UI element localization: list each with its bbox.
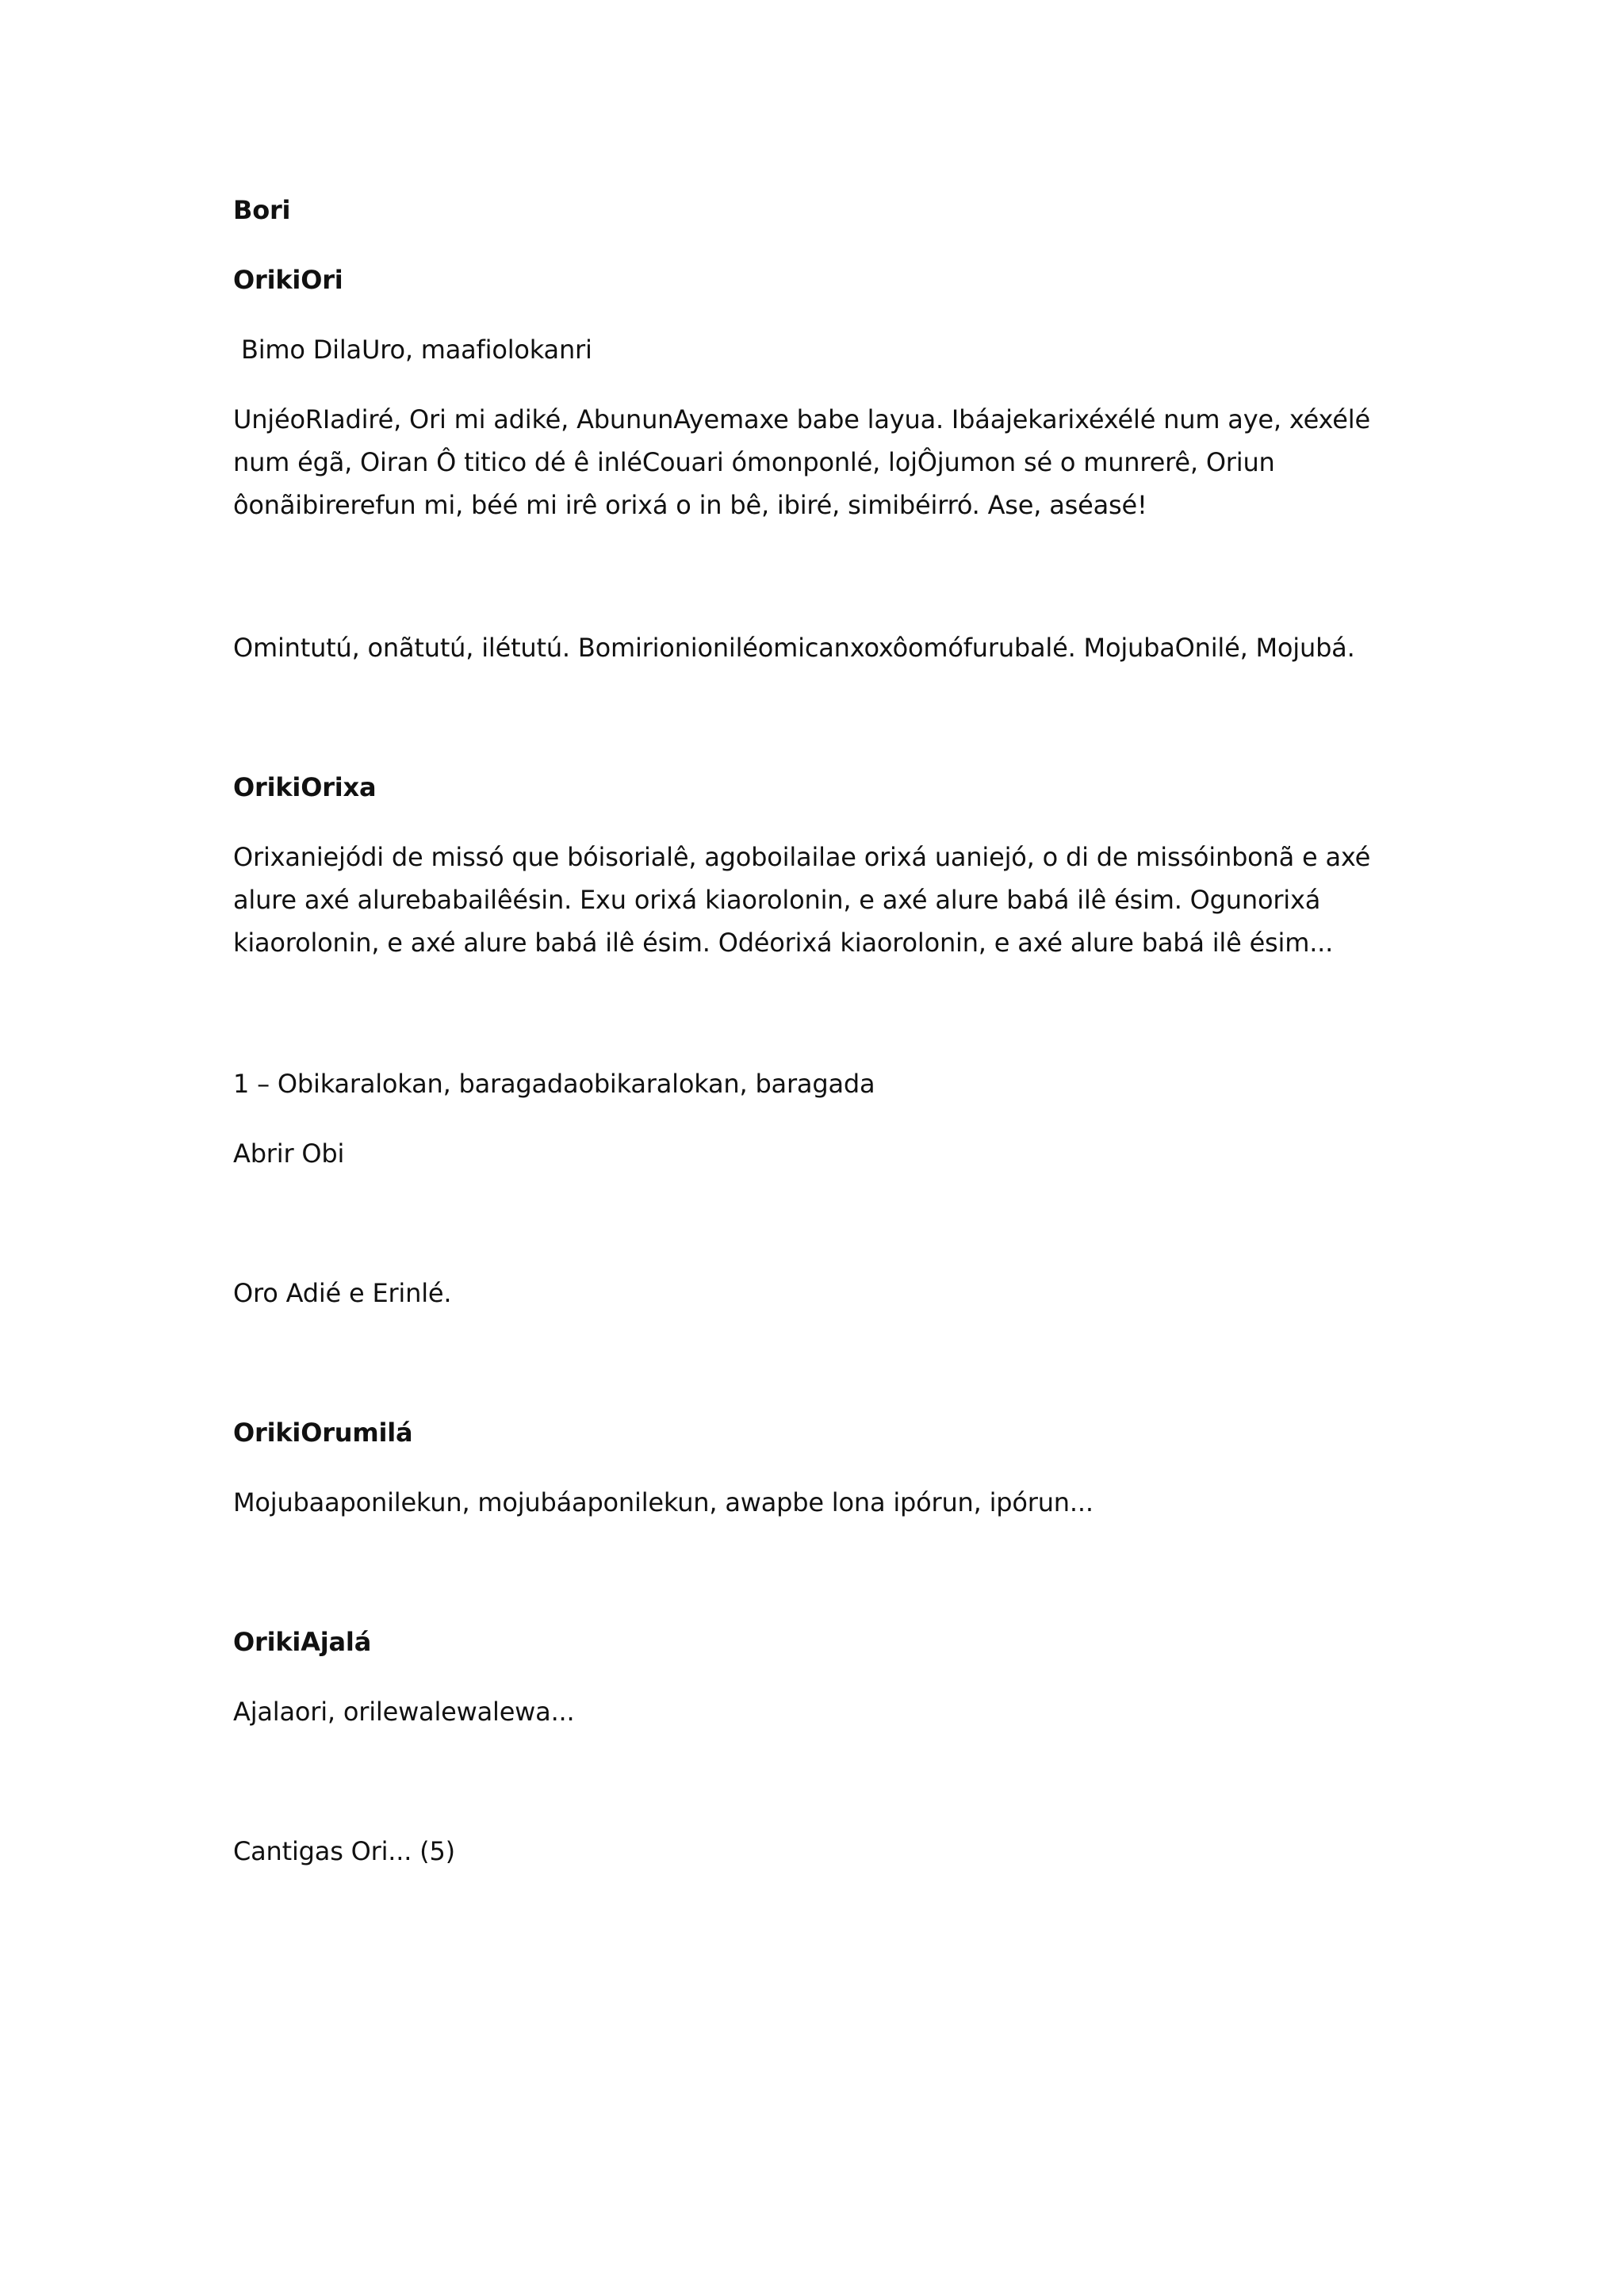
document-title: Bori	[233, 195, 291, 225]
section-heading-orikiori: OrikiOri	[233, 265, 343, 295]
orikiorixa-paragraph-line-2: alure axé alurebabailêésin. Exu orixá kiaorolonin, e axé alure babá ilê ésim. Ogunorixá	[233, 885, 1321, 915]
omintutu-line: Omintutú, onãtutú, ilétutú. Bomirionioniléomicanxoxôomófurubalé. MojubaOnilé, Mojubá.	[233, 633, 1355, 663]
section-heading-orikiajala: OrikiAjalá	[233, 1627, 372, 1657]
oro-line: Oro Adié e Erinlé.	[233, 1278, 452, 1308]
orikiorumila-line: Mojubaaponilekun, mojubáaponilekun, awapbe lona ipórun, ipórun...	[233, 1487, 1094, 1517]
orikiori-paragraph-line-3: ôonãibirerefun mi, béé mi irê orixá o in bê, ibiré, simibéirró. Ase, aséasé!	[233, 490, 1147, 520]
cantigas-line: Cantigas Ori... (5)	[233, 1836, 455, 1866]
orikiori-paragraph-line-1: UnjéoRIadiré, Ori mi adiké, AbununAyemaxe babe layua. Ibáajekarixéxélé num aye, xéxélé	[233, 404, 1370, 434]
orikiori-paragraph-line-2: num égã, Oiran Ô titico dé ê inléCouari ómonponlé, lojÔjumon sé o munrerê, Oriun	[233, 447, 1275, 477]
orikiorixa-paragraph-line-3: kiaorolonin, e axé alure babá ilê ésim. Odéorixá kiaorolonin, e axé alure babá ilê ésim...	[233, 928, 1334, 958]
orikiajala-line: Ajalaori, orilewalewalewa...	[233, 1697, 575, 1727]
section-heading-orikiorixa: OrikiOrixa	[233, 772, 377, 802]
orikiori-intro: Bimo DilaUro, maafiolokanri	[233, 335, 592, 365]
orikiorixa-paragraph-line-1: Orixaniejódi de missó que bóisorialê, agoboilailae orixá uaniejó, o di de missóinbonã e axé	[233, 842, 1371, 872]
abrir-obi-line: Abrir Obi	[233, 1138, 345, 1169]
obi-line: 1 – Obikaralokan, baragadaobikaralokan, baragada	[233, 1069, 875, 1099]
section-heading-orikiorumila: OrikiOrumilá	[233, 1418, 413, 1448]
